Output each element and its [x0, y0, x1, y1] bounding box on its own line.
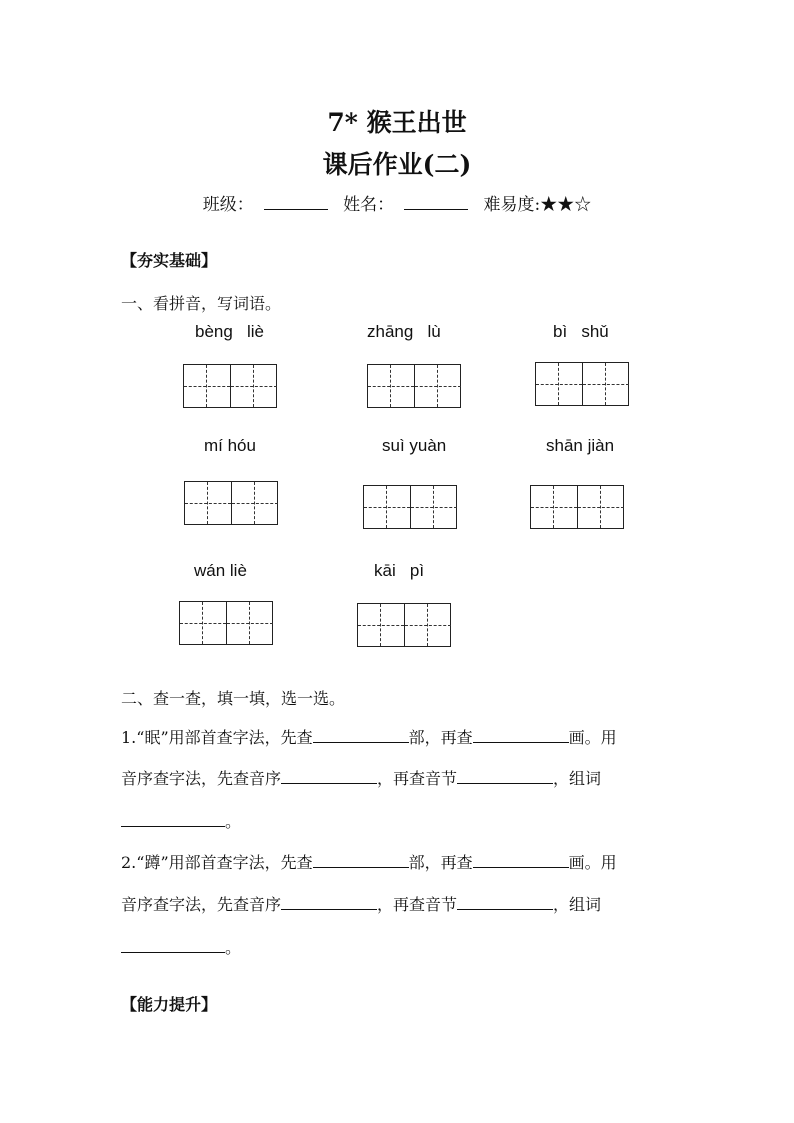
writing-grid[interactable] — [183, 364, 277, 408]
answer-blank[interactable] — [121, 938, 225, 953]
worksheet-subtitle: 课后作业(二) — [322, 150, 472, 179]
q2-item2-line3 — [121, 938, 241, 958]
writing-grid[interactable] — [184, 481, 278, 525]
q2-item2-line2 — [121, 895, 601, 915]
pinyin-label: bèng liè — [195, 322, 264, 341]
answer-blank[interactable] — [457, 895, 553, 910]
pinyin-label: mí hóu — [204, 436, 256, 455]
q2-item1-line2 — [121, 769, 601, 789]
answer-blank[interactable] — [281, 895, 377, 910]
item-text: ，再查音节 — [377, 895, 458, 914]
answer-blank[interactable] — [313, 853, 409, 868]
item-text: ，再查音节 — [377, 769, 458, 788]
section-advanced-heading: 【能力提升】 — [121, 995, 218, 1014]
item-text: 音序查字法，先查音序 — [121, 769, 282, 788]
section-basic-heading: 【夯实基础】 — [121, 251, 218, 270]
name-blank[interactable] — [404, 195, 468, 210]
writing-grid[interactable] — [357, 603, 451, 647]
q2-item2-line1 — [121, 853, 617, 873]
pinyin-label: zhāng lù — [367, 322, 441, 341]
writing-grid[interactable] — [363, 485, 457, 529]
item-text: 。 — [225, 938, 242, 957]
answer-blank[interactable] — [281, 769, 377, 784]
item-text: 画。用 — [568, 728, 617, 747]
item-text: 音序查字法，先查音序 — [121, 895, 282, 914]
item-text: 画。用 — [568, 853, 617, 872]
class-label: 班级： — [202, 195, 254, 215]
difficulty-label: 难易度:★★☆ — [483, 195, 592, 215]
name-label: 姓名： — [343, 195, 395, 215]
answer-blank[interactable] — [473, 853, 569, 868]
item-text: 部，再查 — [408, 728, 473, 747]
q2-item1-line1 — [121, 728, 617, 748]
item-text: 部，再查 — [408, 853, 473, 872]
class-blank[interactable] — [264, 195, 328, 210]
pinyin-label: shān jiàn — [546, 436, 615, 455]
student-info-line — [0, 190, 794, 215]
item-text: 。 — [225, 812, 242, 831]
answer-blank[interactable] — [121, 812, 225, 827]
question-2-title: 二、查一查，填一填，选一选。 — [121, 689, 346, 708]
answer-blank[interactable] — [457, 769, 553, 784]
answer-blank[interactable] — [313, 728, 409, 743]
pinyin-label: suì yuàn — [382, 436, 447, 455]
item-text: 2.“蹲”用部首查字法，先查 — [121, 853, 313, 872]
pinyin-label: kāi pì — [374, 561, 425, 580]
item-text: ，组词 — [553, 769, 602, 788]
writing-grid[interactable] — [530, 485, 624, 529]
writing-grid[interactable] — [367, 364, 461, 408]
answer-blank[interactable] — [473, 728, 569, 743]
question-1-title: 一、看拼音，写词语。 — [121, 294, 282, 313]
item-text: 1.“眠”用部首查字法，先查 — [121, 728, 313, 747]
pinyin-label: bì shǔ — [553, 322, 609, 341]
item-text: ，组词 — [553, 895, 602, 914]
pinyin-label: wán liè — [194, 561, 247, 580]
writing-grid[interactable] — [179, 601, 273, 645]
worksheet-title: 7* 猴王出世 — [327, 108, 467, 137]
writing-grid[interactable] — [535, 362, 629, 406]
q2-item1-line3 — [121, 812, 241, 832]
